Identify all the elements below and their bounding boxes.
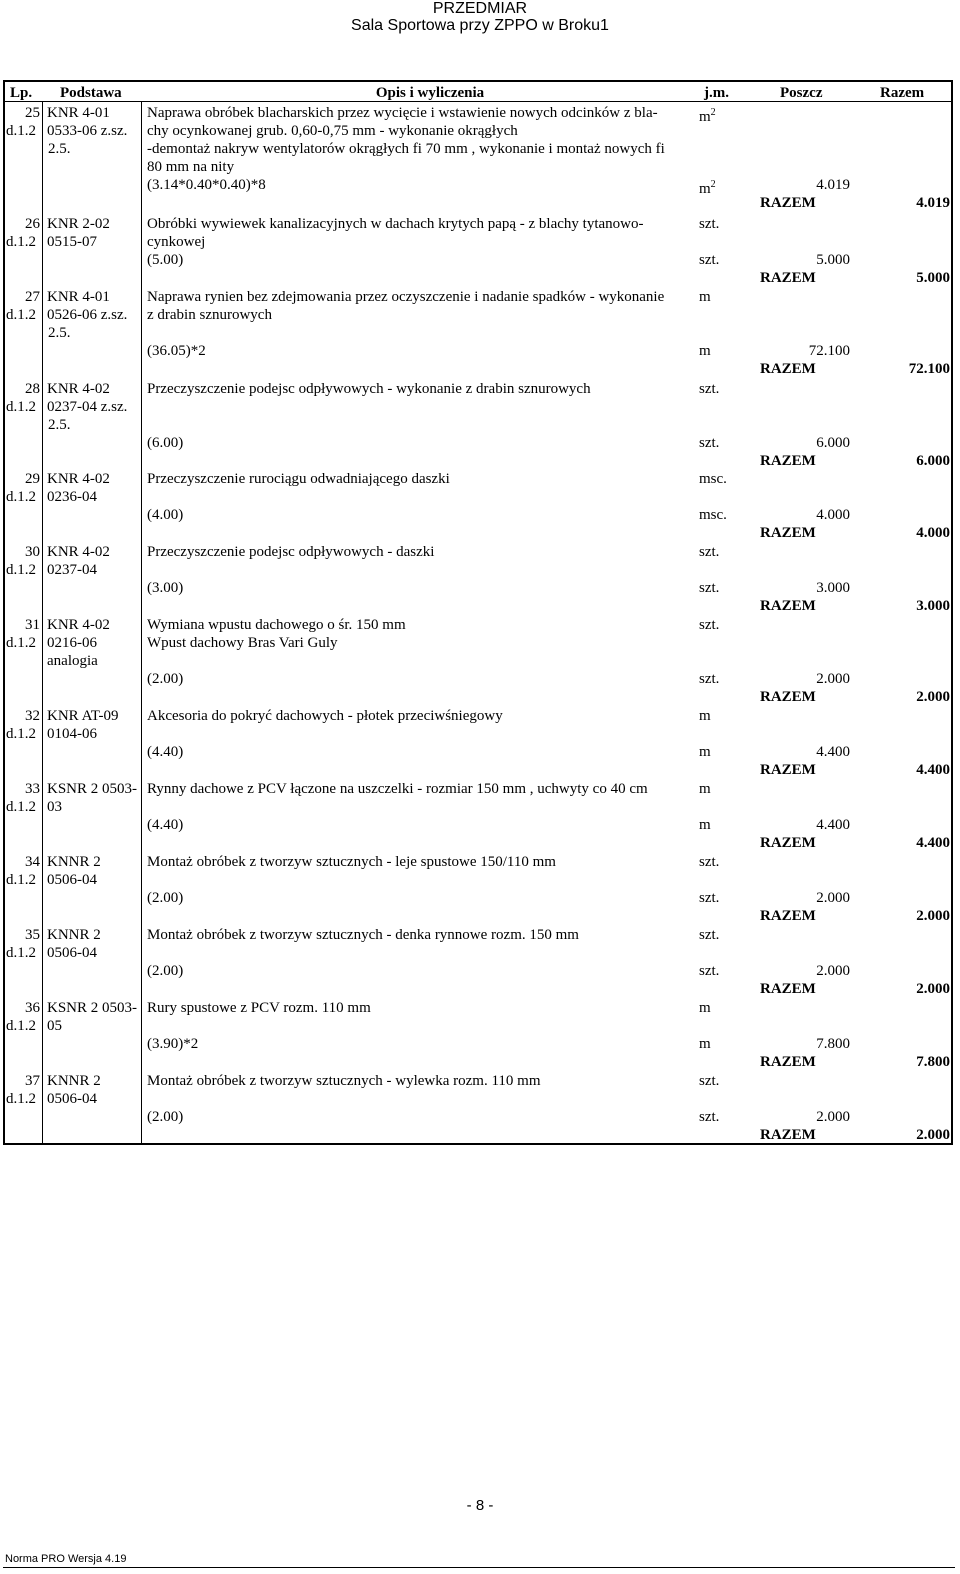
item-unit: msc. xyxy=(699,471,727,487)
item-partial-quantity: 4.400 xyxy=(816,744,850,760)
item-unit: $m^2$ xyxy=(699,107,716,125)
item-basis-line: 03 xyxy=(47,799,62,815)
item-unit: m xyxy=(699,781,711,797)
item-basis-line: KNNR 2 xyxy=(47,854,101,870)
item-calc-unit: m xyxy=(699,1036,711,1052)
item-calc-unit: szt. xyxy=(699,890,720,906)
document-subtitle: Sala Sportowa przy ZPPO w Broku1 xyxy=(351,17,609,34)
item-total: 4.000 xyxy=(916,525,950,541)
item-subnumber: d.1.2 xyxy=(6,123,36,139)
item-unit: m xyxy=(699,708,711,724)
razem-label: RAZEM xyxy=(760,1127,816,1143)
item-basis-line: KNR 4-01 xyxy=(47,289,110,305)
column-header-unit: j.m. xyxy=(704,85,729,101)
item-calculation: (2.00) xyxy=(147,890,184,906)
item-basis-line: 0526-06 z.sz. xyxy=(47,307,128,323)
razem-label: RAZEM xyxy=(760,525,816,541)
item-description-line: Wymiana wpustu dachowego o śr. 150 mm xyxy=(147,617,406,633)
item-basis-line: KNR 4-02 xyxy=(47,381,110,397)
item-basis-line: KNR 2-02 xyxy=(47,216,110,232)
item-total: 6.000 xyxy=(916,453,950,469)
item-calc-unit: m xyxy=(699,744,711,760)
item-subnumber: d.1.2 xyxy=(6,872,36,888)
item-subnumber: d.1.2 xyxy=(6,726,36,742)
column-header-lp: Lp. xyxy=(10,85,33,101)
item-total: 7.800 xyxy=(916,1054,950,1070)
item-calc-unit: msc. xyxy=(699,507,727,523)
item-unit: szt. xyxy=(699,381,720,397)
item-subnumber: d.1.2 xyxy=(6,562,36,578)
item-unit: m xyxy=(699,289,711,305)
item-calc-unit: szt. xyxy=(699,671,720,687)
item-basis-line: 0515-07 xyxy=(47,234,97,250)
item-partial-quantity: 72.100 xyxy=(808,343,850,359)
item-total: 4.400 xyxy=(916,835,950,851)
item-description-line: 80 mm na nity xyxy=(147,159,235,175)
item-subnumber: d.1.2 xyxy=(6,1018,36,1034)
item-calculation: (2.00) xyxy=(147,671,184,687)
item-total: 4.019 xyxy=(916,195,950,211)
razem-label: RAZEM xyxy=(760,270,816,286)
item-number: 36 xyxy=(25,1000,40,1016)
item-description-line: chy ocynkowanej grub. 0,60-0,75 mm - wykonanie okrągłych xyxy=(147,123,518,139)
item-calculation: (4.40) xyxy=(147,817,184,833)
item-calc-unit: szt. xyxy=(699,1109,720,1125)
item-unit: szt. xyxy=(699,216,720,232)
item-unit: szt. xyxy=(699,1073,720,1089)
item-calc-unit: m xyxy=(699,343,711,359)
item-total: 3.000 xyxy=(916,598,950,614)
item-total: 2.000 xyxy=(916,1127,950,1143)
column-header-description: Opis i wyliczenia xyxy=(375,85,485,101)
item-number: 32 xyxy=(25,708,40,724)
item-basis-line: KNR 4-01 xyxy=(47,105,110,121)
razem-label: RAZEM xyxy=(760,195,816,211)
item-basis-line: KNR 4-02 xyxy=(47,471,110,487)
item-basis-line: KNNR 2 xyxy=(47,1073,101,1089)
item-subnumber: d.1.2 xyxy=(6,945,36,961)
item-partial-quantity: 5.000 xyxy=(816,252,850,268)
column-separator xyxy=(42,102,43,1145)
column-separator xyxy=(141,102,142,1145)
item-calc-unit: szt. xyxy=(699,580,720,596)
item-subnumber: d.1.2 xyxy=(6,307,36,323)
item-partial-quantity: 4.019 xyxy=(816,177,850,193)
item-description-line: Rury spustowe z PCV rozm. 110 mm xyxy=(147,1000,371,1016)
item-calc-unit: m xyxy=(699,817,711,833)
item-description-line: Rynny dachowe z PCV łączone na uszczelki - rozmiar 150 mm , uchwyty co 40 cm xyxy=(147,781,648,797)
item-calculation: (3.00) xyxy=(147,580,184,596)
item-description-line: -demontaż nakryw wentylatorów okrągłych fi 70 mm , wykonanie i montaż nowych fi xyxy=(147,141,665,157)
footer-rule xyxy=(3,1567,955,1568)
item-basis-line: 0237-04 xyxy=(47,562,97,578)
razem-label: RAZEM xyxy=(760,689,816,705)
razem-label: RAZEM xyxy=(760,908,816,924)
razem-label: RAZEM xyxy=(760,1054,816,1070)
item-calculation: (4.00) xyxy=(147,507,184,523)
item-number: 31 xyxy=(25,617,40,633)
razem-label: RAZEM xyxy=(760,598,816,614)
page-number: - 8 - xyxy=(466,1497,494,1514)
item-basis-line: KNR 4-02 xyxy=(47,544,110,560)
item-basis-line: 2.5. xyxy=(48,417,71,433)
item-calculation: (2.00) xyxy=(147,963,184,979)
item-basis-line: 2.5. xyxy=(48,141,71,157)
item-description-line: Akcesoria do pokryć dachowych - płotek przeciwśniegowy xyxy=(147,708,503,724)
item-number: 28 xyxy=(25,381,40,397)
program-version: Norma PRO Wersja 4.19 xyxy=(5,1553,127,1565)
item-description-line: Wpust dachowy Bras Vari Guly xyxy=(147,635,338,651)
item-calculation: (3.14*0.40*0.40)*8 xyxy=(147,177,266,193)
item-calc-unit: szt. xyxy=(699,252,720,268)
item-basis-line: 0506-04 xyxy=(47,1091,97,1107)
item-partial-quantity: 2.000 xyxy=(816,963,850,979)
item-basis-line: KNR 4-02 xyxy=(47,617,110,633)
item-partial-quantity: 2.000 xyxy=(816,890,850,906)
item-number: 35 xyxy=(25,927,40,943)
item-number: 34 xyxy=(25,854,40,870)
item-basis-line: analogia xyxy=(47,653,98,669)
item-description-line: Obróbki wywiewek kanalizacyjnych w dachach krytych papą - z blachy tytanowo- xyxy=(147,216,644,232)
item-number: 27 xyxy=(25,289,40,305)
item-total: 2.000 xyxy=(916,908,950,924)
item-number: 29 xyxy=(25,471,40,487)
item-basis-line: 0236-04 xyxy=(47,489,97,505)
column-header-total: Razem xyxy=(880,85,925,101)
item-unit: szt. xyxy=(699,544,720,560)
item-basis-line: 0533-06 z.sz. xyxy=(47,123,128,139)
item-unit: m xyxy=(699,1000,711,1016)
item-calc-unit: szt. xyxy=(699,963,720,979)
item-basis-line: 0237-04 z.sz. xyxy=(47,399,128,415)
item-description-line: Montaż obróbek z tworzyw sztucznych - wylewka rozm. 110 mm xyxy=(147,1073,541,1089)
item-basis-line: 05 xyxy=(47,1018,62,1034)
item-description-line: Przeczyszczenie podejsc odpływowych - daszki xyxy=(147,544,435,560)
item-number: 26 xyxy=(25,216,40,232)
razem-label: RAZEM xyxy=(760,453,816,469)
item-unit: szt. xyxy=(699,854,720,870)
item-unit: szt. xyxy=(699,927,720,943)
item-subnumber: d.1.2 xyxy=(6,399,36,415)
item-partial-quantity: 3.000 xyxy=(816,580,850,596)
item-subnumber: d.1.2 xyxy=(6,799,36,815)
item-total: 4.400 xyxy=(916,762,950,778)
item-calculation: (2.00) xyxy=(147,1109,184,1125)
item-basis-line: 0216-06 xyxy=(47,635,97,651)
item-total: 2.000 xyxy=(916,689,950,705)
item-description-line: z drabin sznurowych xyxy=(147,307,272,323)
document-title: PRZEDMIAR xyxy=(432,0,528,17)
item-calculation: (5.00) xyxy=(147,252,184,268)
column-header-partial: Poszcz xyxy=(780,85,823,101)
item-number: 25 xyxy=(25,105,40,121)
item-basis-line: 0506-04 xyxy=(47,872,97,888)
item-partial-quantity: 4.400 xyxy=(816,817,850,833)
item-description-line: cynkowej xyxy=(147,234,206,250)
item-calculation: (3.90)*2 xyxy=(147,1036,199,1052)
item-description-line: Naprawa obróbek blacharskich przez wycięcie i wstawienie nowych odcinków z bla- xyxy=(147,105,658,121)
item-calculation: (4.40) xyxy=(147,744,184,760)
item-total: 72.100 xyxy=(908,361,950,377)
razem-label: RAZEM xyxy=(760,762,816,778)
item-calculation: (36.05)*2 xyxy=(147,343,206,359)
item-number: 33 xyxy=(25,781,40,797)
item-partial-quantity: 2.000 xyxy=(816,1109,850,1125)
item-number: 37 xyxy=(25,1073,40,1089)
item-partial-quantity: 6.000 xyxy=(816,435,850,451)
item-partial-quantity: 4.000 xyxy=(816,507,850,523)
item-basis-line: 0104-06 xyxy=(47,726,97,742)
item-basis-line: KSNR 2 0503- xyxy=(47,1000,138,1016)
item-unit: szt. xyxy=(699,617,720,633)
razem-label: RAZEM xyxy=(760,835,816,851)
item-calc-unit: $m^2$ xyxy=(699,179,716,197)
item-description-line: Montaż obróbek z tworzyw sztucznych - denka rynnowe rozm. 150 mm xyxy=(147,927,579,943)
item-description-line: Naprawa rynien bez zdejmowania przez oczyszczenie i nadanie spadków - wykonanie xyxy=(147,289,665,305)
item-subnumber: d.1.2 xyxy=(6,234,36,250)
item-subnumber: d.1.2 xyxy=(6,1091,36,1107)
item-calculation: (6.00) xyxy=(147,435,184,451)
item-basis-line: KNR AT-09 xyxy=(47,708,119,724)
column-header-basis: Podstawa xyxy=(60,85,122,101)
item-basis-line: 0506-04 xyxy=(47,945,97,961)
item-partial-quantity: 7.800 xyxy=(816,1036,850,1052)
item-total: 2.000 xyxy=(916,981,950,997)
item-number: 30 xyxy=(25,544,40,560)
item-subnumber: d.1.2 xyxy=(6,489,36,505)
item-subnumber: d.1.2 xyxy=(6,635,36,651)
item-description-line: Montaż obróbek z tworzyw sztucznych - leje spustowe 150/110 mm xyxy=(147,854,556,870)
item-basis-line: 2.5. xyxy=(48,325,71,341)
item-total: 5.000 xyxy=(916,270,950,286)
razem-label: RAZEM xyxy=(760,361,816,377)
item-basis-line: KNNR 2 xyxy=(47,927,101,943)
razem-label: RAZEM xyxy=(760,981,816,997)
item-description-line: Przeczyszczenie podejsc odpływowych - wykonanie z drabin sznurowych xyxy=(147,381,591,397)
item-basis-line: KSNR 2 0503- xyxy=(47,781,138,797)
item-calc-unit: szt. xyxy=(699,435,720,451)
item-partial-quantity: 2.000 xyxy=(816,671,850,687)
item-description-line: Przeczyszczenie rurociągu odwadniającego daszki xyxy=(147,471,450,487)
